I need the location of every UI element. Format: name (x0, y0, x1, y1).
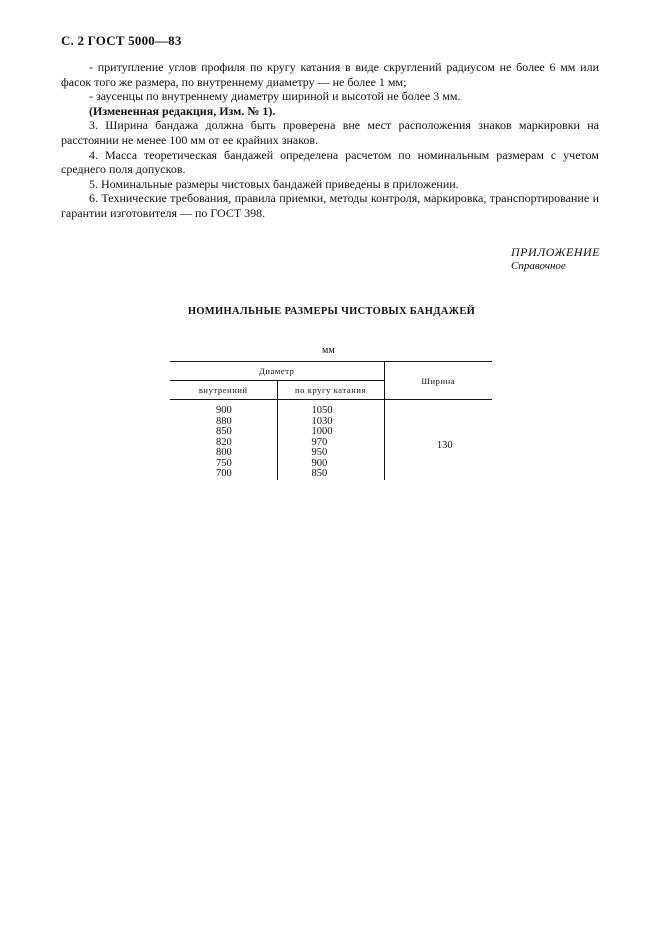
inner-value: 750 (216, 457, 232, 469)
paragraph-amendment: (Измененная редакция, Изм. № 1). (89, 103, 276, 118)
outer-value: 950 (311, 447, 328, 458)
inner-diameter-values (170, 400, 277, 480)
paragraph-rounding: - притупление углов профиля по кругу катания в виде скруглений радиусом не более 6 мм или фасок того же размера, по внутреннему диаметру — не более 1 мм; (61, 60, 599, 89)
paragraph-4: 4. Масса теоретическая бандажей определена расчетом по номинальным размерам с учетом среднего поля допусков. (61, 147, 599, 177)
inner-value: 850 (216, 426, 232, 437)
table-unit: мм (322, 345, 335, 356)
outer-value: 1050 (311, 405, 333, 416)
body-text (61, 60, 599, 221)
table-header-row-1 (170, 362, 492, 381)
width-value: 130 (436, 440, 453, 451)
paragraph-5: 5. Номинальные размеры чистовых бандажей приведены в приложении. (89, 176, 459, 191)
appendix-title: ПРИЛОЖЕНИЕ (511, 245, 600, 259)
outer-value: 850 (311, 468, 328, 479)
inner-value: 800 (216, 447, 232, 458)
appendix-subtitle: Справочное (511, 260, 566, 272)
table-title: НОМИНАЛЬНЫЕ РАЗМЕРЫ ЧИСТОВЫХ БАНДАЖЕЙ (187, 306, 476, 317)
inner-value: 900 (216, 405, 232, 416)
inner-value: 880 (216, 415, 232, 427)
paragraph-6: 6. Технические требования, правила приемки, методы контроля, маркировка, транспортирование и гарантии изготовителя — по ГОСТ 398. (61, 191, 599, 220)
page-header: С. 2 ГОСТ 5000—83 (61, 33, 182, 48)
outer-value: 970 (311, 436, 328, 448)
dimensions-table (170, 361, 492, 480)
appendix-label (511, 245, 600, 272)
header-width: Ширина (384, 362, 492, 400)
outer-value: 1030 (311, 415, 333, 427)
header-outer-diameter: по кругу катания (277, 381, 384, 400)
paragraph-3: 3. Ширина бандажа должна быть проверена вне мест расположения знаков маркировки на расстоянии не менее 100 мм от ее крайних знаков. (61, 118, 599, 147)
inner-value: 820 (216, 436, 232, 448)
header-diameter: Диаметр (170, 362, 384, 381)
header-inner-diameter: внутренний (170, 381, 277, 400)
outer-value: 1000 (311, 426, 333, 437)
outer-diameter-values (277, 400, 384, 480)
table-body-row (170, 400, 492, 480)
paragraph-burrs: - заусенцы по внутреннему диаметру шириной и высотой не более 3 мм. (89, 89, 461, 104)
inner-value: 700 (216, 468, 232, 479)
outer-value: 900 (311, 457, 328, 469)
